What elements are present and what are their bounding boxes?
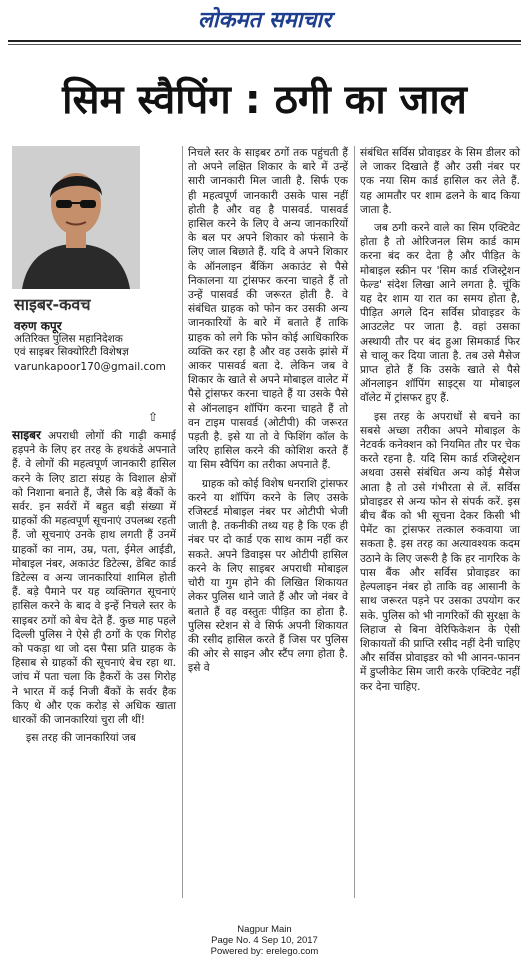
col3-paragraph-2: जब ठगी करने वाले का सिम एक्टिवेट होता है तो ओरिजनल सिम कार्ड काम करना बंद कर देता है और पीड़ित के मोबाइल स्क्रीन पर 'सिम कार्ड रजिस्ट्रेशन फेल्ड' संदेश लिखा आने लगता है. चूंकि यह देर शाम या रात का समय होता है, पीड़ित अगले दिन सर्विस प्रोवाइडर के आउटलेट पर जाता है. वहां उसका अस्थायी तौर पर बंद हुआ सिमकार्ड फिर से चालू कर दिया जाता है. तब उसे मैसेज प्राप्त होते हैं कि उसके खाते से पैसे ऑनलाइन शॉपिंग साइट्स या मोबाइल वॉलेट में ट्रांसफर हुए हैं. bbox=[360, 222, 520, 405]
author-name: वरुण कपूर bbox=[14, 319, 62, 333]
col1-paragraph-1-text: अपराधी लोगों की गाढ़ी कमाई हड़पने के लिए हर तरह के हथकंडे अपनाते हैं. वे लोगों की महत्वपूर्ण जानकारी हासिल करने के लिए डाटा संग्रह के विशाल क्षेत्रों को निशाना बनाते हैं, जैसे कि बड़े बैंकों के सर्वर. इन सर्वरों में बहुत बड़ी संख्या में ग्राहकों की महत्वपूर्ण सूचनाएं उपलब्ध रहती हैं. जो सूचनाएं उनके हाथ लगती हैं उनमें ग्राहकों का नाम, उम्र, पता, ईमेल आईडी, मोबाइल नंबर, अकाउंट डिटेल्स, डेबिट कार्ड डिटेल्स व अन्य जानकारियां शामिल होती हैं. बड़े पैमाने पर यह व्यक्तिगत सूचनाएं हासिल करने के बाद वे इन्हें निचले स्तर के साइबर ठगों को बेच देते हैं. कुछ माह पहले दिल्ली पुलिस ने ऐसे ही ठगों के एक गिरोह को पकड़ा था जो दस पैसा प्रति ग्राहक के हिसाब से ग्राहकों की सूचनाएं बेच रहा था. जांच में पता चला कि हैकरों के उस गिरोह ने भारत में कई निजी बैंकों के सर्वर हैक किए थे और एक करोड़ से अधिक खाता धारकों की जानकारियां चुरा ली थीं! bbox=[12, 430, 177, 727]
author-photo bbox=[12, 146, 140, 289]
article-headline: सिम स्वैपिंग : ठगी का जाल bbox=[62, 77, 467, 123]
col2-paragraph-2: ग्राहक को कोई विशेष धनराशि ट्रांसफर करने या शॉपिंग करने के लिए उसके रजिस्टर्ड मोबाइल नंबर पर ओटीपी भेजी जाती है. तकनीकी तथ्य यह है कि एक ही नंबर पर दो कार्ड एक साथ काम नहीं कर सकते. अपने डिवाइस पर ओटीपी हासिल करने के लिए साइबर अपराधी मोबाइल चोरी या गुम होने की लिखित शिकायत लेकर पुलिस थाने जाते हैं और जो नंबर वे बताते हैं वह वस्तुतः पीड़ित का होता है. पुलिस स्टेशन से वे सिर्फ अपनी शिकायत की रसीद हासिल करते हैं जिस पर पुलिस की ओर से साइन और स्टैंप लगा होता है. इसे वे bbox=[188, 477, 348, 675]
masthead-rule-top bbox=[8, 40, 521, 42]
author-block bbox=[14, 320, 184, 374]
author-portrait-icon bbox=[12, 146, 140, 289]
page-footer bbox=[0, 924, 529, 957]
column-divider-1 bbox=[182, 146, 183, 898]
col1-paragraph-1 bbox=[12, 428, 176, 727]
article-column-3 bbox=[360, 146, 520, 698]
column-title: साइबर-कवच bbox=[14, 295, 91, 314]
col2-paragraph-1: निचले स्तर के साइबर ठगों तक पहुंचती हैं तो अपने लक्षित शिकार के बारे में उन्हें सारी जानकारी मिल जाती है. सिर्फ एक ही महत्वपूर्ण जानकारी उसके पास नहीं होती है और वह है पासवर्ड. पासवर्ड हासिल करने के लिए वे अन्य जानकारियों के बल पर अपने शिकार को फंसाने के लिए जाल बिछाते हैं. यदि वे अपने शिकार के ऑनलाइन बैंकिंग अकाउंट से पैसे निकालना या ट्रांसफर करना चाहते हैं तो उन्हें पासवर्ड की जरूरत होती है. वे संबंधित ग्राहक को फोन कर उसकी अन्य जानकारियों के बारे में बताते हैं ताकि ग्राहक को लगे कि फोन कोई आधिकारिक व्यक्ति कर रहा है और वह उसके झांसे में आकर पासवर्ड बता दे. लेकिन जब वे शिकार के खाते से अपने मोबाइल वालेट में पैसे ट्रांसफर करना चाहते हैं या उसके पैसे से ऑनलाइन शॉपिंग करना चाहते हैं तो वन टाइम पासवर्ड (ओटीपी) की जरूरत पड़ती है. इसे या तो वे फिशिंग कॉल के जरिए हासिल करने की कोशिश करते हैं या सिम स्वैपिंग का तरीका अपनाते हैं. bbox=[188, 147, 348, 472]
author-title-1: अतिरिक्त पुलिस महानिदेशक bbox=[14, 333, 123, 345]
col3-paragraph-3: इस तरह के अपराधों से बचने का सबसे अच्छा तरीका अपने मोबाइल के नेटवर्क कनेक्शन को नियमित तौर पर चेक करते रहना है. यदि सिम कार्ड रजिस्ट्रेशन अथवा उससे संबंधित अन्य कोई मैसेज आता है तो उसे गंभीरता से लें. सर्विस प्रोवाइडर से अन्य फोन से संपर्क करें. इस बीच बैंक को भी सूचना देकर किसी भी पेमेंट का ट्रांसफर तत्काल रुकवाया जा सकता है. इस तरह का अत्यावश्यक कदम उठाने के लिए जरूरी है कि हर नागरिक के पास बैंक और सर्विस प्रोवाइडर का हेल्पलाइन नंबर हो ताकि वह आसानी के साथ जरूरत पड़ने पर उसका उपयोग कर सके. पुलिस को भी नागरिकों की सुरक्षा के लिहाज से बिना वेरिफिकेशन के ऐसी शिकायतों की प्राप्ति रसीद नहीं देनी चाहिए और सर्विस प्रोवाइडर को भी आनन-फानन में डुप्लीकेट सिम जारी करके एक्टिवेट नहीं कर देना चाहिए. bbox=[360, 410, 520, 693]
masthead-name: लोकमत समाचार bbox=[197, 8, 332, 33]
mouse-cursor-icon: ⇧ bbox=[148, 410, 159, 424]
column-divider-2 bbox=[354, 146, 355, 898]
article-column-1 bbox=[12, 428, 176, 749]
article-column-2 bbox=[188, 146, 348, 680]
col3-paragraph-1: संबंधित सर्विस प्रोवाइडर के सिम डीलर को ले जाकर दिखाते हैं और उसी नंबर पर एक नया सिम कार्ड हासिल कर लेते हैं. यह आमतौर पर शाम ढलने के बाद किया जाता है. bbox=[360, 147, 520, 216]
newspaper-masthead bbox=[0, 0, 529, 40]
col1-paragraph-2: इस तरह की जानकारियां जब bbox=[26, 732, 136, 745]
masthead-rule-bottom bbox=[8, 44, 521, 45]
author-email[interactable]: varunkapoor170@gmail.com bbox=[14, 361, 166, 373]
footer-edition: Nagpur Main bbox=[237, 924, 292, 935]
col1-lead-word: साइबर bbox=[12, 428, 41, 442]
footer-powered-by[interactable]: Powered by: erelego.com bbox=[210, 946, 319, 957]
author-title-2: एवं साइबर सिक्योरिटी विशेषज्ञ bbox=[14, 346, 129, 358]
footer-page-date: Page No. 4 Sep 10, 2017 bbox=[211, 935, 318, 946]
